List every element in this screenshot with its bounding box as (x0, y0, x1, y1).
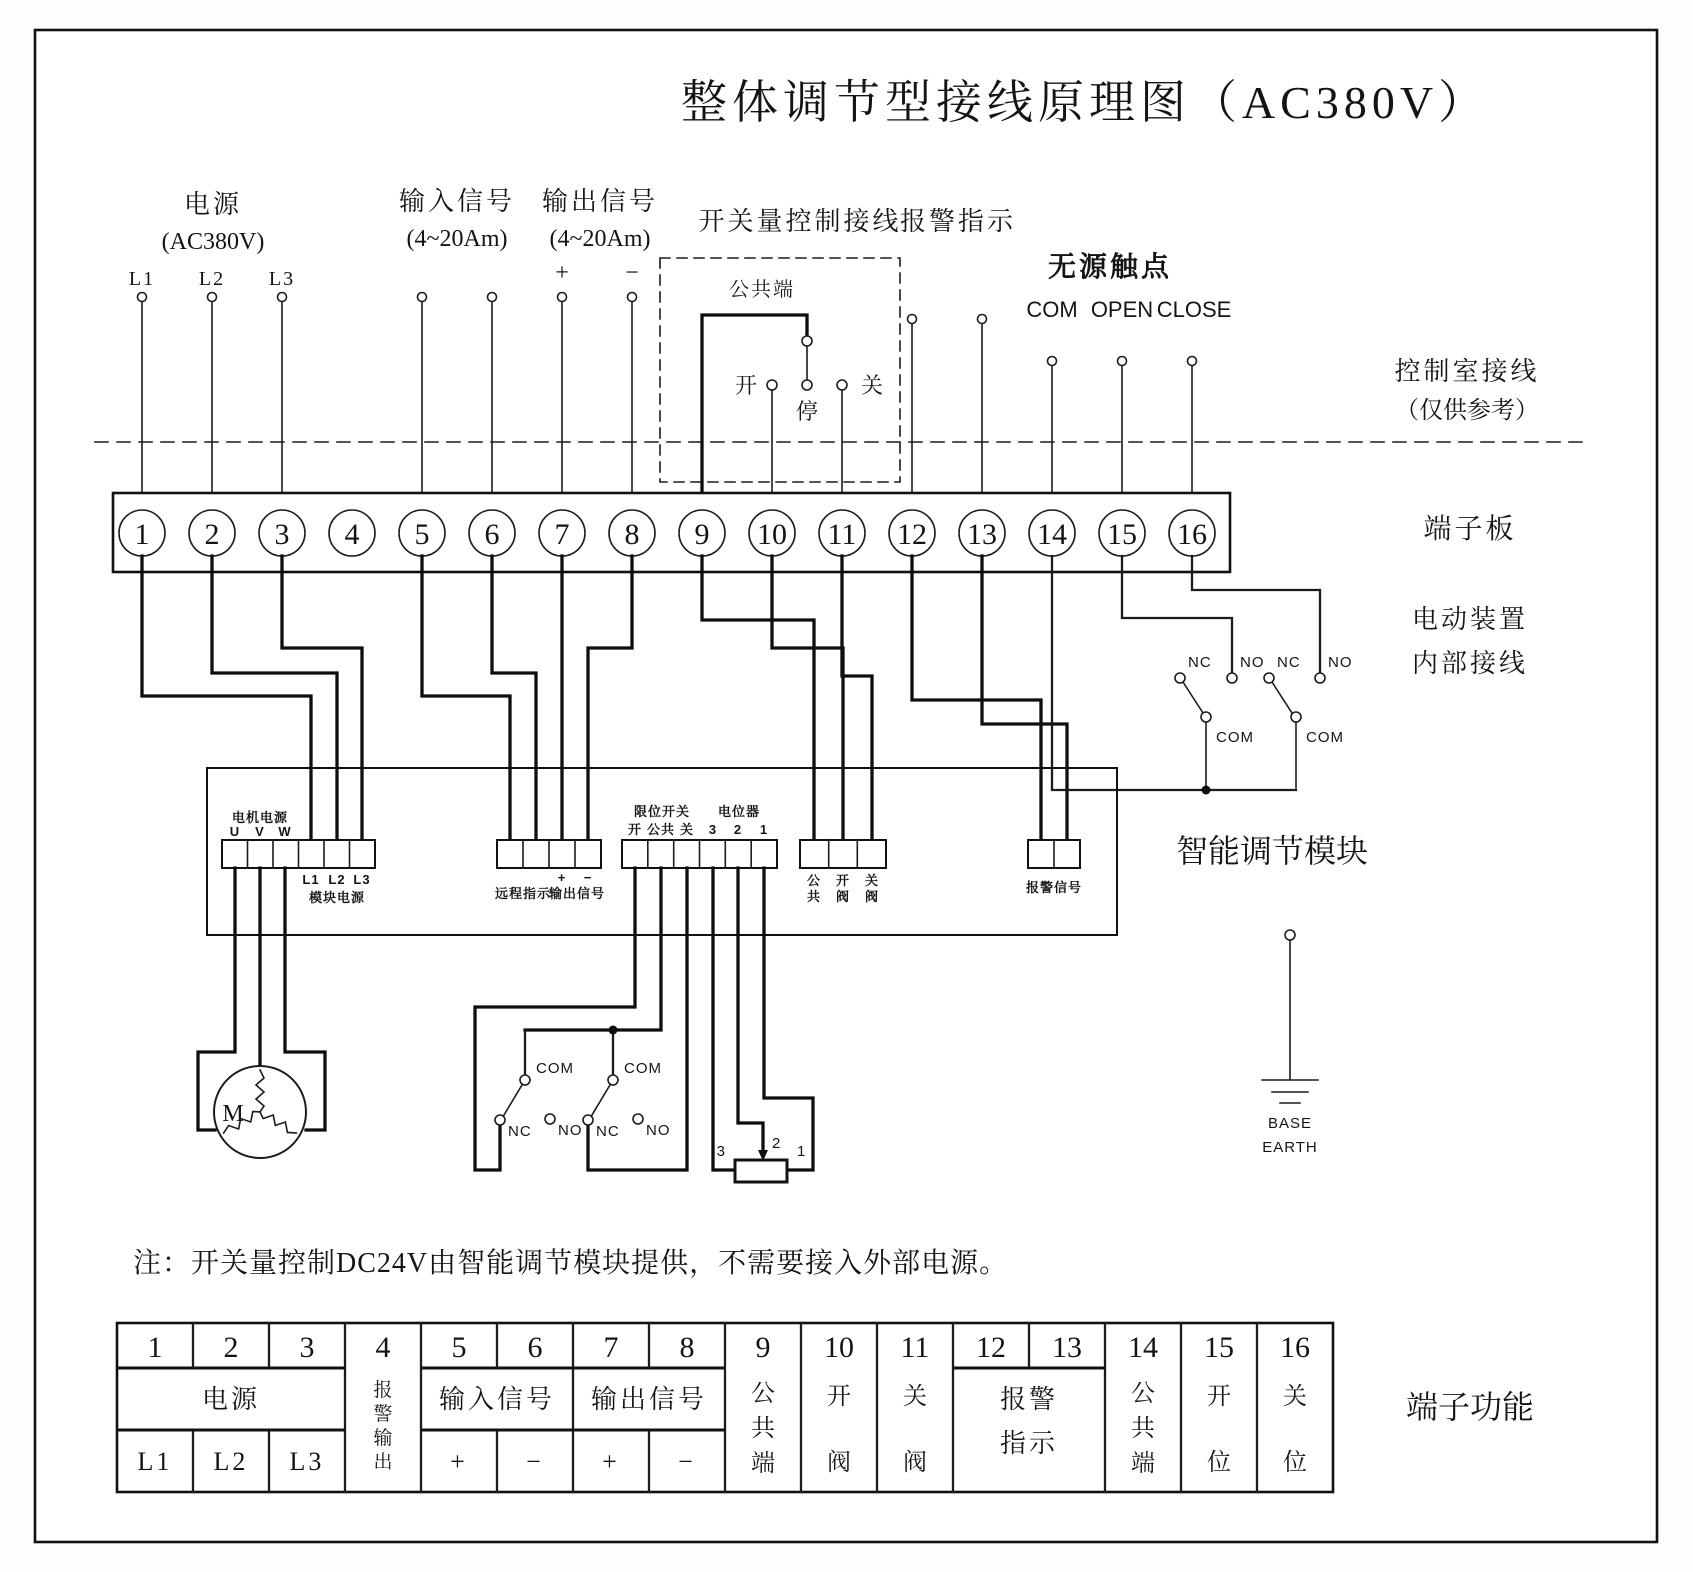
svg-text:13: 13 (1052, 1331, 1082, 1364)
svg-text:L3: L3 (289, 1447, 325, 1476)
lead-node (978, 315, 987, 324)
lead-node (1118, 357, 1127, 366)
svg-text:公: 公 (751, 1381, 775, 1407)
switch-control-label: 开关量控制接线 (698, 207, 902, 236)
terminal-9: 9 (694, 518, 710, 551)
terminal-15: 15 (1107, 518, 1137, 551)
ls-open-label: 开 (627, 822, 643, 837)
svg-text:7: 7 (603, 1331, 619, 1364)
no-contact-node (1227, 673, 1237, 683)
svg-text:端: 端 (751, 1451, 775, 1477)
lead-node (628, 293, 637, 302)
lead-node (558, 293, 567, 302)
remote-indication-label: 远程指示 (494, 886, 552, 901)
lead-node (208, 293, 217, 302)
nc-label: NC (596, 1123, 620, 1140)
svg-text:16: 16 (1280, 1331, 1310, 1364)
svg-text:公: 公 (1131, 1381, 1155, 1407)
no-label: NO (1328, 654, 1353, 671)
svg-text:阀: 阀 (903, 1450, 927, 1476)
table-common-14 (1131, 1381, 1155, 1477)
module-l1-label: L1 (302, 872, 320, 887)
svg-text:报警: 报警 (999, 1385, 1059, 1414)
svg-text:9: 9 (755, 1331, 771, 1364)
outer-border (35, 30, 1657, 1542)
junction-dot (609, 1026, 618, 1035)
ls-common-label: 公共 (646, 822, 676, 837)
svg-text:指示: 指示 (999, 1429, 1059, 1458)
nc-label: NC (508, 1123, 532, 1140)
power-label: 电源 (183, 190, 243, 219)
terminal-8: 8 (624, 518, 640, 551)
input-range-label: (4~20Am) (406, 226, 508, 252)
v-label: V (255, 824, 265, 839)
pot-terminal-2: 2 (772, 1135, 782, 1152)
junction-dot (1202, 786, 1211, 795)
svg-text:关: 关 (864, 873, 880, 888)
dry-contact-label: 无源触点 (1047, 252, 1173, 283)
common-contact-node (802, 336, 812, 346)
svg-text:阀: 阀 (827, 1450, 851, 1476)
alarm-indication-label: 报警指示 (899, 207, 1017, 236)
close-label: CLOSE (1156, 297, 1232, 322)
open-label: OPEN (1090, 297, 1154, 322)
strip-alarm (1026, 840, 1082, 895)
com-label: COM (536, 1060, 574, 1077)
earth-node (1285, 930, 1295, 940)
svg-text:开: 开 (1207, 1384, 1231, 1410)
terminal-13: 13 (967, 518, 997, 551)
nc-contact-node (1175, 673, 1185, 683)
lead-node (1048, 357, 1057, 366)
pot3-label: 3 (708, 822, 718, 837)
table-input-signal: 输入信号 (438, 1385, 556, 1414)
module-name-label: 智能调节模块 (1175, 833, 1369, 869)
motor-power-label: 电机电源 (231, 810, 289, 825)
nc-contact-node (1264, 673, 1274, 683)
control-room-label-1: 控制室接线 (1394, 357, 1540, 386)
power-voltage-label: (AC380V) (161, 229, 265, 255)
device-label-2: 内部接线 (1411, 649, 1529, 678)
com-label: COM (1306, 729, 1344, 746)
module-output-label: 输出信号 (548, 886, 606, 901)
terminal-1: 1 (134, 518, 150, 551)
output-minus-label: − (625, 260, 639, 286)
phase-l3-label: L3 (268, 268, 296, 290)
com-contact-node (1201, 712, 1211, 722)
note-text: 注：开关量控制DC24V由智能调节模块提供，不需要接入外部电源。 (133, 1248, 1009, 1279)
open-cn-label: 开 (734, 373, 758, 398)
svg-text:15: 15 (1204, 1331, 1234, 1364)
com-contact-node (608, 1075, 618, 1085)
terminal-11: 11 (827, 518, 857, 551)
ls-close-label: 关 (679, 822, 695, 837)
svg-text:12: 12 (976, 1331, 1006, 1364)
terminal-10: 10 (757, 518, 787, 551)
lead-node (278, 293, 287, 302)
svg-text:关: 关 (1283, 1384, 1307, 1410)
com-contact-node (1291, 712, 1301, 722)
svg-text:2: 2 (223, 1331, 239, 1364)
svg-text:公: 公 (806, 873, 822, 888)
table-output-signal: 输出信号 (590, 1385, 708, 1414)
terminal-14: 14 (1037, 518, 1067, 551)
output-plus-label: + (555, 260, 569, 286)
module-plus-label: + (557, 870, 567, 885)
phase-l1-label: L1 (128, 268, 156, 290)
svg-text:8: 8 (679, 1331, 695, 1364)
terminal-7: 7 (554, 518, 570, 551)
no-contact-node (545, 1114, 555, 1124)
svg-text:−: − (526, 1447, 544, 1476)
svg-text:6: 6 (527, 1331, 543, 1364)
svg-text:L2: L2 (213, 1447, 249, 1476)
svg-text:共: 共 (1131, 1416, 1155, 1442)
com-label: COM (1216, 729, 1254, 746)
w-label: W (278, 824, 292, 839)
pot-terminal-1: 1 (797, 1143, 807, 1160)
nc-contact-node (583, 1115, 593, 1125)
svg-text:5: 5 (451, 1331, 467, 1364)
terminal-12: 12 (897, 518, 927, 551)
lead-node (418, 293, 427, 302)
svg-text:输: 输 (373, 1428, 393, 1449)
svg-text:出: 出 (373, 1452, 393, 1473)
base-label: BASE (1267, 1115, 1313, 1132)
terminal-2: 2 (204, 518, 220, 551)
lead-node (138, 293, 147, 302)
nc-label: NC (1188, 654, 1212, 671)
stop-contact-node (802, 380, 812, 390)
motor-label: M (222, 1101, 244, 1127)
terminal-6: 6 (484, 518, 500, 551)
svg-text:阀: 阀 (864, 889, 880, 904)
u-label: U (229, 824, 241, 839)
terminal-function-table (117, 1323, 1333, 1492)
terminal-5: 5 (414, 518, 430, 551)
terminal-board-label: 端子板 (1423, 514, 1517, 545)
potentiometer-body (735, 1160, 787, 1182)
module-minus-label: − (583, 870, 593, 885)
no-label: NO (646, 1122, 671, 1139)
terminal-4: 4 (344, 518, 360, 551)
svg-text:端: 端 (1131, 1451, 1155, 1477)
svg-text:10: 10 (824, 1331, 854, 1364)
lead-node (908, 315, 917, 324)
svg-text:共: 共 (751, 1416, 775, 1442)
module-l2-label: L2 (328, 872, 346, 887)
svg-text:3: 3 (299, 1331, 315, 1364)
limit-switch-label: 限位开关 (633, 804, 691, 819)
open-contact-node (767, 380, 777, 390)
svg-text:1: 1 (147, 1331, 163, 1364)
svg-text:阀: 阀 (835, 889, 851, 904)
svg-text:开: 开 (827, 1384, 851, 1410)
svg-text:报: 报 (373, 1380, 393, 1401)
close-cn-label: 关 (860, 373, 884, 398)
svg-text:关: 关 (903, 1384, 927, 1410)
common-terminal-label: 公共端 (729, 279, 795, 301)
com-label: COM (1026, 297, 1078, 322)
terminal-3: 3 (274, 518, 290, 551)
terminal-function-label: 端子功能 (1405, 1389, 1535, 1425)
stop-cn-label: 停 (795, 399, 819, 424)
no-label: NO (558, 1122, 583, 1139)
no-contact-node (1315, 673, 1325, 683)
module-l3-label: L3 (353, 872, 371, 887)
nc-label: NC (1277, 654, 1301, 671)
pot-terminal-3: 3 (716, 1143, 726, 1160)
no-contact-node (633, 1114, 643, 1124)
svg-text:位: 位 (1207, 1450, 1231, 1476)
svg-text:14: 14 (1128, 1331, 1158, 1364)
nc-contact-node (495, 1115, 505, 1125)
svg-text:11: 11 (900, 1331, 930, 1364)
pot1-label: 1 (759, 822, 769, 837)
pot2-label: 2 (733, 822, 743, 837)
table-common-9 (751, 1381, 775, 1477)
svg-text:警: 警 (373, 1404, 393, 1425)
com-contact-node (520, 1075, 530, 1085)
com-label: COM (624, 1060, 662, 1077)
svg-text:+: + (602, 1447, 620, 1476)
alarm-signal-label: 报警信号 (1025, 880, 1083, 895)
phase-l2-label: L2 (198, 268, 226, 290)
terminal-16: 16 (1177, 518, 1207, 551)
page-title: 整体调节型接线原理图（AC380V） (680, 77, 1490, 128)
svg-text:4: 4 (375, 1331, 391, 1364)
output-range-label: (4~20Am) (549, 226, 651, 252)
control-room-label-2: （仅供参考） (1395, 398, 1539, 424)
no-label: NO (1240, 654, 1265, 671)
table-power: 电源 (201, 1385, 261, 1414)
lead-node (1188, 357, 1197, 366)
input-signal-label: 输入信号 (398, 187, 516, 216)
close-contact-node (837, 380, 847, 390)
module-power-label: 模块电源 (308, 890, 366, 905)
lead-node (488, 293, 497, 302)
svg-text:位: 位 (1283, 1450, 1307, 1476)
output-signal-label: 输出信号 (541, 187, 659, 216)
svg-text:开: 开 (835, 873, 851, 888)
potentiometer-label: 电位器 (717, 804, 761, 819)
device-label-1: 电动装置 (1411, 605, 1529, 634)
earth-label: EARTH (1262, 1139, 1318, 1156)
svg-text:−: − (678, 1447, 696, 1476)
svg-text:L1: L1 (137, 1447, 173, 1476)
svg-text:共: 共 (806, 889, 822, 904)
svg-text:+: + (450, 1447, 468, 1476)
